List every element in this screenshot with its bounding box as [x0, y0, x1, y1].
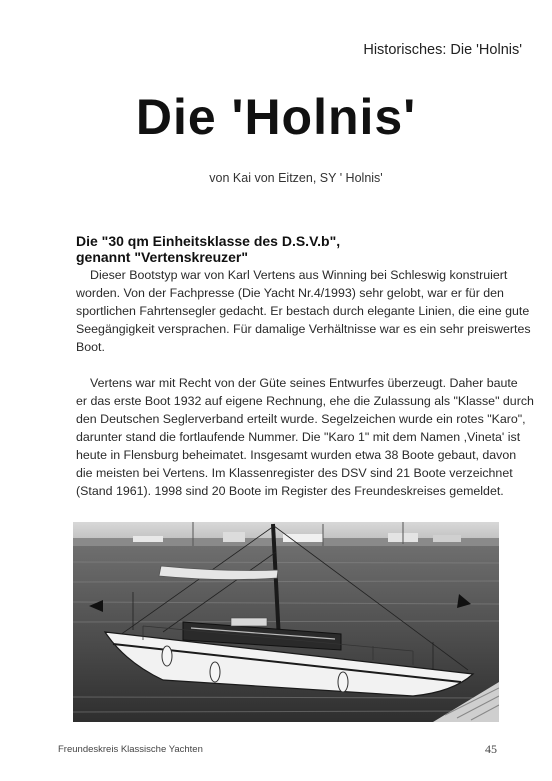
- text-line: die meisten bei Vertens. Im Klassenregister des DSV sind 21 Boote verzeichnet: [76, 466, 513, 480]
- text-line: Boot.: [76, 340, 105, 354]
- sailboat-photo: [73, 522, 499, 722]
- byline: von Kai von Eitzen, SY ' Holnis': [209, 171, 383, 185]
- text-line: er das erste Boot 1932 auf eigene Rechnung, ehe die Zulassung als "Klasse" durch: [76, 394, 534, 408]
- section-header: Historisches: Die 'Holnis': [363, 42, 522, 58]
- page-number: 45: [485, 742, 497, 756]
- paragraph-2: [76, 374, 534, 500]
- text-line: heute in Flensburg beheimatet. Insgesamt wurden etwa 38 Boote gebaut, davon: [76, 448, 517, 462]
- sailboat-illustration: [73, 522, 499, 722]
- text-line: (Stand 1961). 1998 sind 20 Boote im Register des Freundeskreises gemeldet.: [76, 484, 504, 498]
- subheading-line: genannt "Vertenskreuzer": [76, 249, 248, 265]
- article-title: Die 'Holnis': [135, 89, 417, 145]
- text-line: sportlichen Fahrtensegler gedacht. Er bestach durch elegante Linien, die eine gute: [76, 304, 530, 318]
- text-line: den Deutschen Seglerverband erteilt wurde. Segelzeichen wurde ein rotes "Karo",: [76, 412, 526, 426]
- footer-publication: Freundeskreis Klassische Yachten: [58, 744, 203, 755]
- text-line: darunter stand die fortlaufende Nummer. Die "Karo 1" mit dem Namen ,Vineta' ist: [76, 430, 521, 444]
- text-line: Vertens war mit Recht von der Güte seines Entwurfes überzeugt. Daher baute: [90, 376, 518, 390]
- text-line: Seegängigkeit versprachen. Für damalige Verhältnisse war es ein sehr preiswertes: [76, 322, 531, 336]
- subheading: [76, 233, 496, 265]
- paragraph-1: [76, 266, 531, 356]
- text-line: worden. Von der Fachpresse (Die Yacht Nr.4/1993) sehr gelobt, war er für den: [76, 286, 504, 300]
- subheading-line: Die "30 qm Einheitsklasse des D.S.V.b",: [76, 233, 341, 249]
- text-line: Dieser Bootstyp war von Karl Vertens aus Winning bei Schleswig konstruiert: [90, 268, 508, 282]
